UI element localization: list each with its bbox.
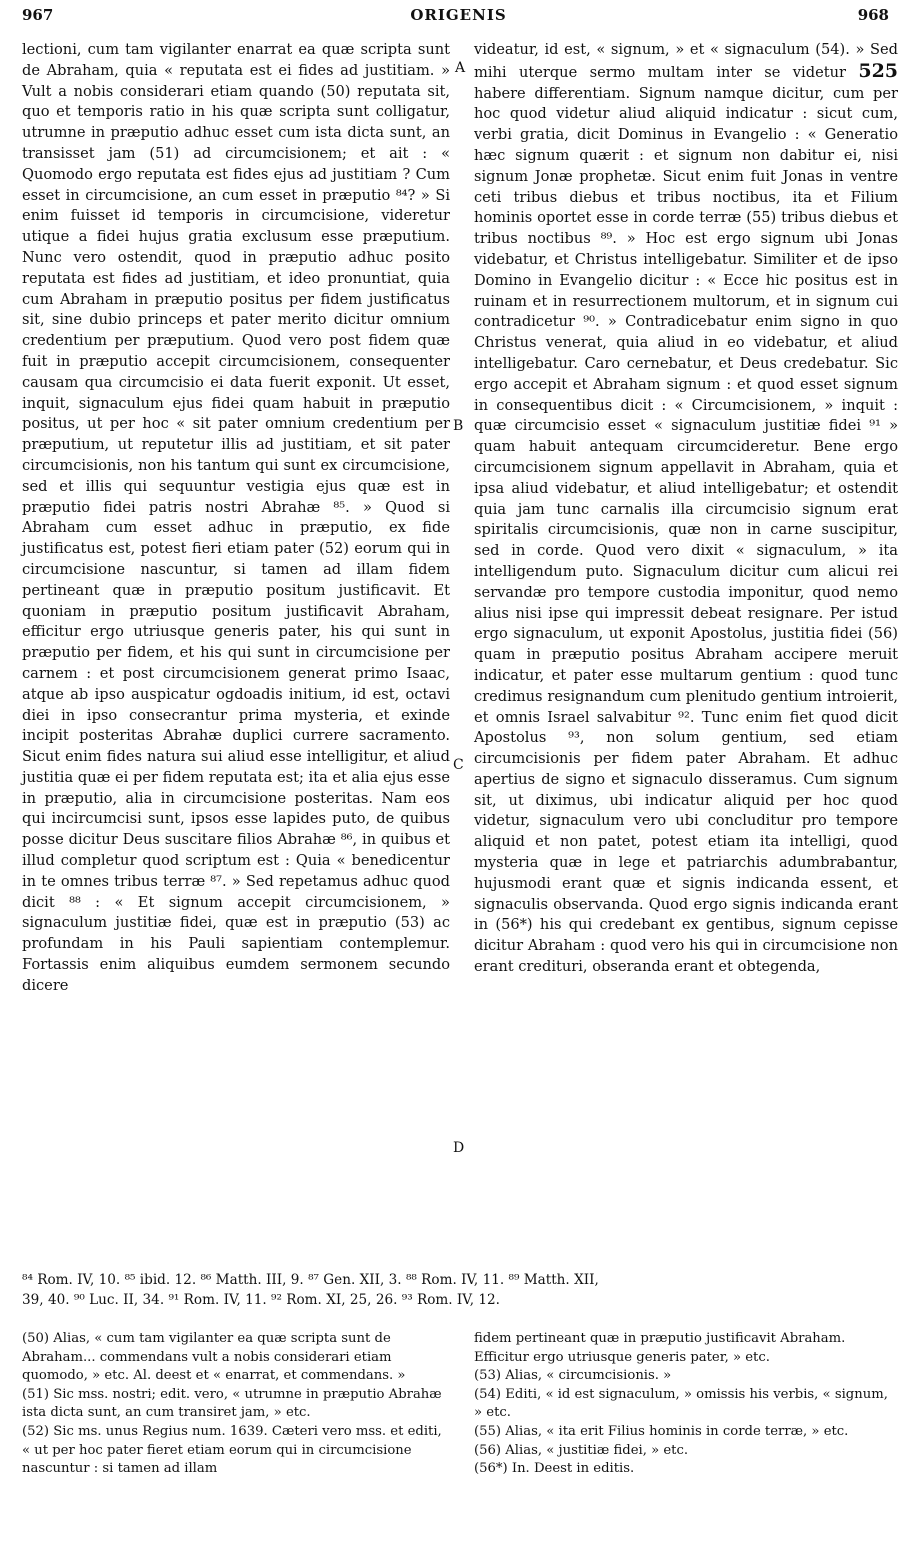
left-text-column: [22, 40, 450, 997]
running-title: ORIGENIS: [410, 6, 507, 24]
footnote: (53) Alias, « circumcisionis. »: [474, 1368, 672, 1384]
right-column-text: [474, 40, 898, 978]
reference-line: 39, 40. ⁹⁰ Luc. II, 34. ⁹¹ Rom. IV, 11. ⁹² Rom. XI, 25, 26. ⁹³ Rom. IV, 12.: [22, 1292, 501, 1308]
footnote: (54) Editi, « id est signaculum, » omissis his verbis, « signum, » etc.: [474, 1386, 888, 1421]
page-number-right: 968: [857, 6, 889, 24]
reference-line: ⁸⁴ Rom. IV, 10. ⁸⁵ ibid. 12. ⁸⁶ Matth. III, 9. ⁸⁷ Gen. XII, 3. ⁸⁸ Rom. IV, 11. ⁸⁹ Matth. XII,: [22, 1272, 599, 1288]
section-marker-b: B: [453, 418, 464, 434]
right-column-body: habere differentiam. Signum namque dicitur, cum per hoc quod videtur aliud aliquid indicatur : sicut cum, verbi gratia, dicit Dominus in Evangelio : « Generatio hæc signum quærit : et signum non dabitur ei, nisi signum Jonæ prophetæ. Sicut enim fuit Jonas in ventre ceti tribus diebus et tribus noctibus, ita et Filium hominis oportet esse in corde terræ (55) tribus diebus et tribus noctibus ⁸⁹. » Hoc est ergo signum ubi Jonas videbatur, et Christus intelligebatur. Similiter et de ipso Domino in Evangelio dicitur : « Ecce hic positus est in ruinam et in resurrectionem multorum, et in signum cui contradicetur ⁹⁰. » Contradicebatur enim signo in quo Christus venerat, quia aliud in eo videbatur, et aliud intelligebatur. Caro cernebatur, et Deus credebatur. Sic ergo accepit et Abraham signum : et quod esset signum in consequentibus dicit : « Circumcisionem, » inquit : quæ circumcisio esset « signaculum justitiæ fidei ⁹¹ » quam habuit antequam circumcideretur. Bene ergo circumcisionem signum appellavit in Abraham, quia et ipsa aliud videbatur, et aliud intelligebatur; et ostendit quia jam tunc carnalis illa circumcisio signum erat spiritalis circumcisionis, quæ non in carne suscipitur, sed in corde. Quod vero dixit « signaculum, » ita intelligendum puto. Signaculum dicitur cum alicui rei servandæ pro tempore custodia imponitur, quod nemo alius nisi ipse qui impressit debeat resignare. Per istud ergo signaculum, ut exponit Apostolus, justitia fidei (56) quam in præputio positus Abraham accipere meruit indicatur, et pater esse multarum gentium : quod tunc credimus resignandum cum plenitudo gentium introierit, et omnis Israel salvabitur ⁹². Tunc enim fiet quod dicit Apostolus ⁹³, non solum gentium, sed etiam circumcisionis per fidem pater Abraham. Et adhuc apertius de signo et signaculo disseramus. Cum signum sit, ut diximus, ubi indicatur aliquid per hoc quod videtur, signaculum vero ubi concluditur pro tempore aliquid et non patet, potest etiam ita intelligi, quod mysteria quæ in lege et patriarchis adumbrabantur, hujusmodi erant quæ et signis indicanda essent, et signaculis observanda. Quod ergo signis indicanda erant in (56*) his qui credebant ex gentibus, signum cepisse dicitur Abraham : quod vero his qui in circumcisione non erant credituri, obseranda erant et obtegenda,: [474, 84, 898, 976]
footnote: fidem pertineant quæ in præputio justificavit Abraham. Efficitur ergo utriusque generis pater, » etc.: [474, 1331, 846, 1365]
section-marker-d: D: [453, 1140, 465, 1156]
right-text-column: [474, 40, 898, 978]
footnote: (56) Alias, « justitiæ fidei, » etc.: [474, 1442, 689, 1458]
right-column-opening: videatur, id est, « signum, » et « signaculum (54). » Sed mihi uterque sermo multam inter se videtur: [474, 41, 898, 81]
column-number: 525: [858, 59, 899, 82]
footnote: (50) Alias, « cum tam vigilanter ea quæ scripta sunt de Abraham... commendans vult a nobis considerari etiam quomodo, » etc. Al. deest et « enarrat, et commendans. »: [22, 1331, 406, 1384]
section-marker-c: C: [453, 757, 464, 773]
scripture-references: [22, 1270, 898, 1310]
left-column-text: lectioni, cum tam vigilanter enarrat ea quæ scripta sunt de Abraham, quia « reputata est ei fides ad justitiam. » Vult a nobis considerari etiam quando (50) reputata sit, quo et temporis ratio in his quæ scripta sunt colligatur, utrumne in præputio adhuc esset cum ista dicta sunt, an transisset jam (51) ad circumcisionem; et ait : « Quomodo ergo reputata est fides ejus ad justitiam ? Cum esset in circumcisione, an cum esset in præputio ⁸⁴? » Si enim fuisset id temporis in circumcisione, videretur utique a fidei hujus gratia exclusum esse præputium. Nunc vero ostendit, quod in præputio adhuc posito reputata est fides ad justitiam, et ideo pronuntiat, quia cum Abraham in præputio positus per fidem justificatus sit, sine dubio princeps et pater merito dicitur omnium credentium per præputium. Quod vero post fidem quæ fuit in præputio accepit circumcisionem, consequenter causam qua circumcisio ei data fuerit exponit. Ut esset, inquit, signaculum ejus fidei quam habuit in præputio positus, ut per hoc « sit pater omnium credentium per præputium, ut reputetur illis ad justitiam, et sit pater circumcisionis, non his tantum qui sunt ex circumcisione, sed et illis qui sequuntur vestigia ejus quæ est in præputio fidei patris nostri Abrahæ ⁸⁵. » Quod si Abraham cum esset adhuc in præputio, ex fide justificatus est, potest fieri etiam pater (52) eorum qui in circumcisione nascuntur, si tamen ad illam fidem pertineant quæ in præputio positum justificavit. Et quoniam in præputio positum justificavit Abraham, efficitur ergo utriusque generis pater, his qui sunt in præputio per fidem, et his qui sunt in circumcisione per carnem : et post circumcisionem generat primo Isaac, atque ab ipso auspicatur ogdoadis initium, id est, octavi diei in ipso consecrantur prima mysteria, et exinde incipit posteritas Abrahæ duplici currere sacramento. Sicut enim fides natura sui aliud esse intelligitur, et aliud justitia quæ ei per fidem reputata est; ita et alia ejus esse in præputio, alia in circumcisione posteritas. Nam eos qui incircumcisi sunt, ipsos esse lapides puto, de quibus posse dicitur Deus suscitare filios Abrahæ ⁸⁶, in quibus et illud completur quod scriptum est : Quia « benedicentur in te omnes tribus terræ ⁸⁷. » Sed repetamus adhuc quod dicit ⁸⁸ : « Et signum accepit circumcisionem, » signaculum justitiæ fidei, quæ est in præputio (53) ac profundam in his Pauli sapientiam contemplemur. Fortassis enim aliquibus eumdem sermonem secundo dicere: [22, 41, 450, 994]
footnotes-left: [22, 1330, 450, 1479]
page-number-left: 967: [22, 6, 54, 24]
section-marker-a: A: [455, 60, 466, 76]
footnote: (56*) In. Deest in editis.: [474, 1461, 635, 1477]
footnote: (52) Sic ms. unus Regius num. 1639. Cæteri vero mss. et editi, « ut per hoc pater fieret etiam eorum qui in circumcisione nascuntur : si tamen ad illam: [22, 1423, 442, 1477]
footnote: (55) Alias, « ita erit Filius hominis in corde terræ, » etc.: [474, 1423, 849, 1439]
footnote: (51) Sic mss. nostri; edit. vero, « utrumne in præputio Abrahæ ista dicta sunt, an cum transiret jam, » etc.: [22, 1386, 442, 1421]
running-header: [0, 6, 917, 32]
footnotes-right: [474, 1330, 898, 1479]
